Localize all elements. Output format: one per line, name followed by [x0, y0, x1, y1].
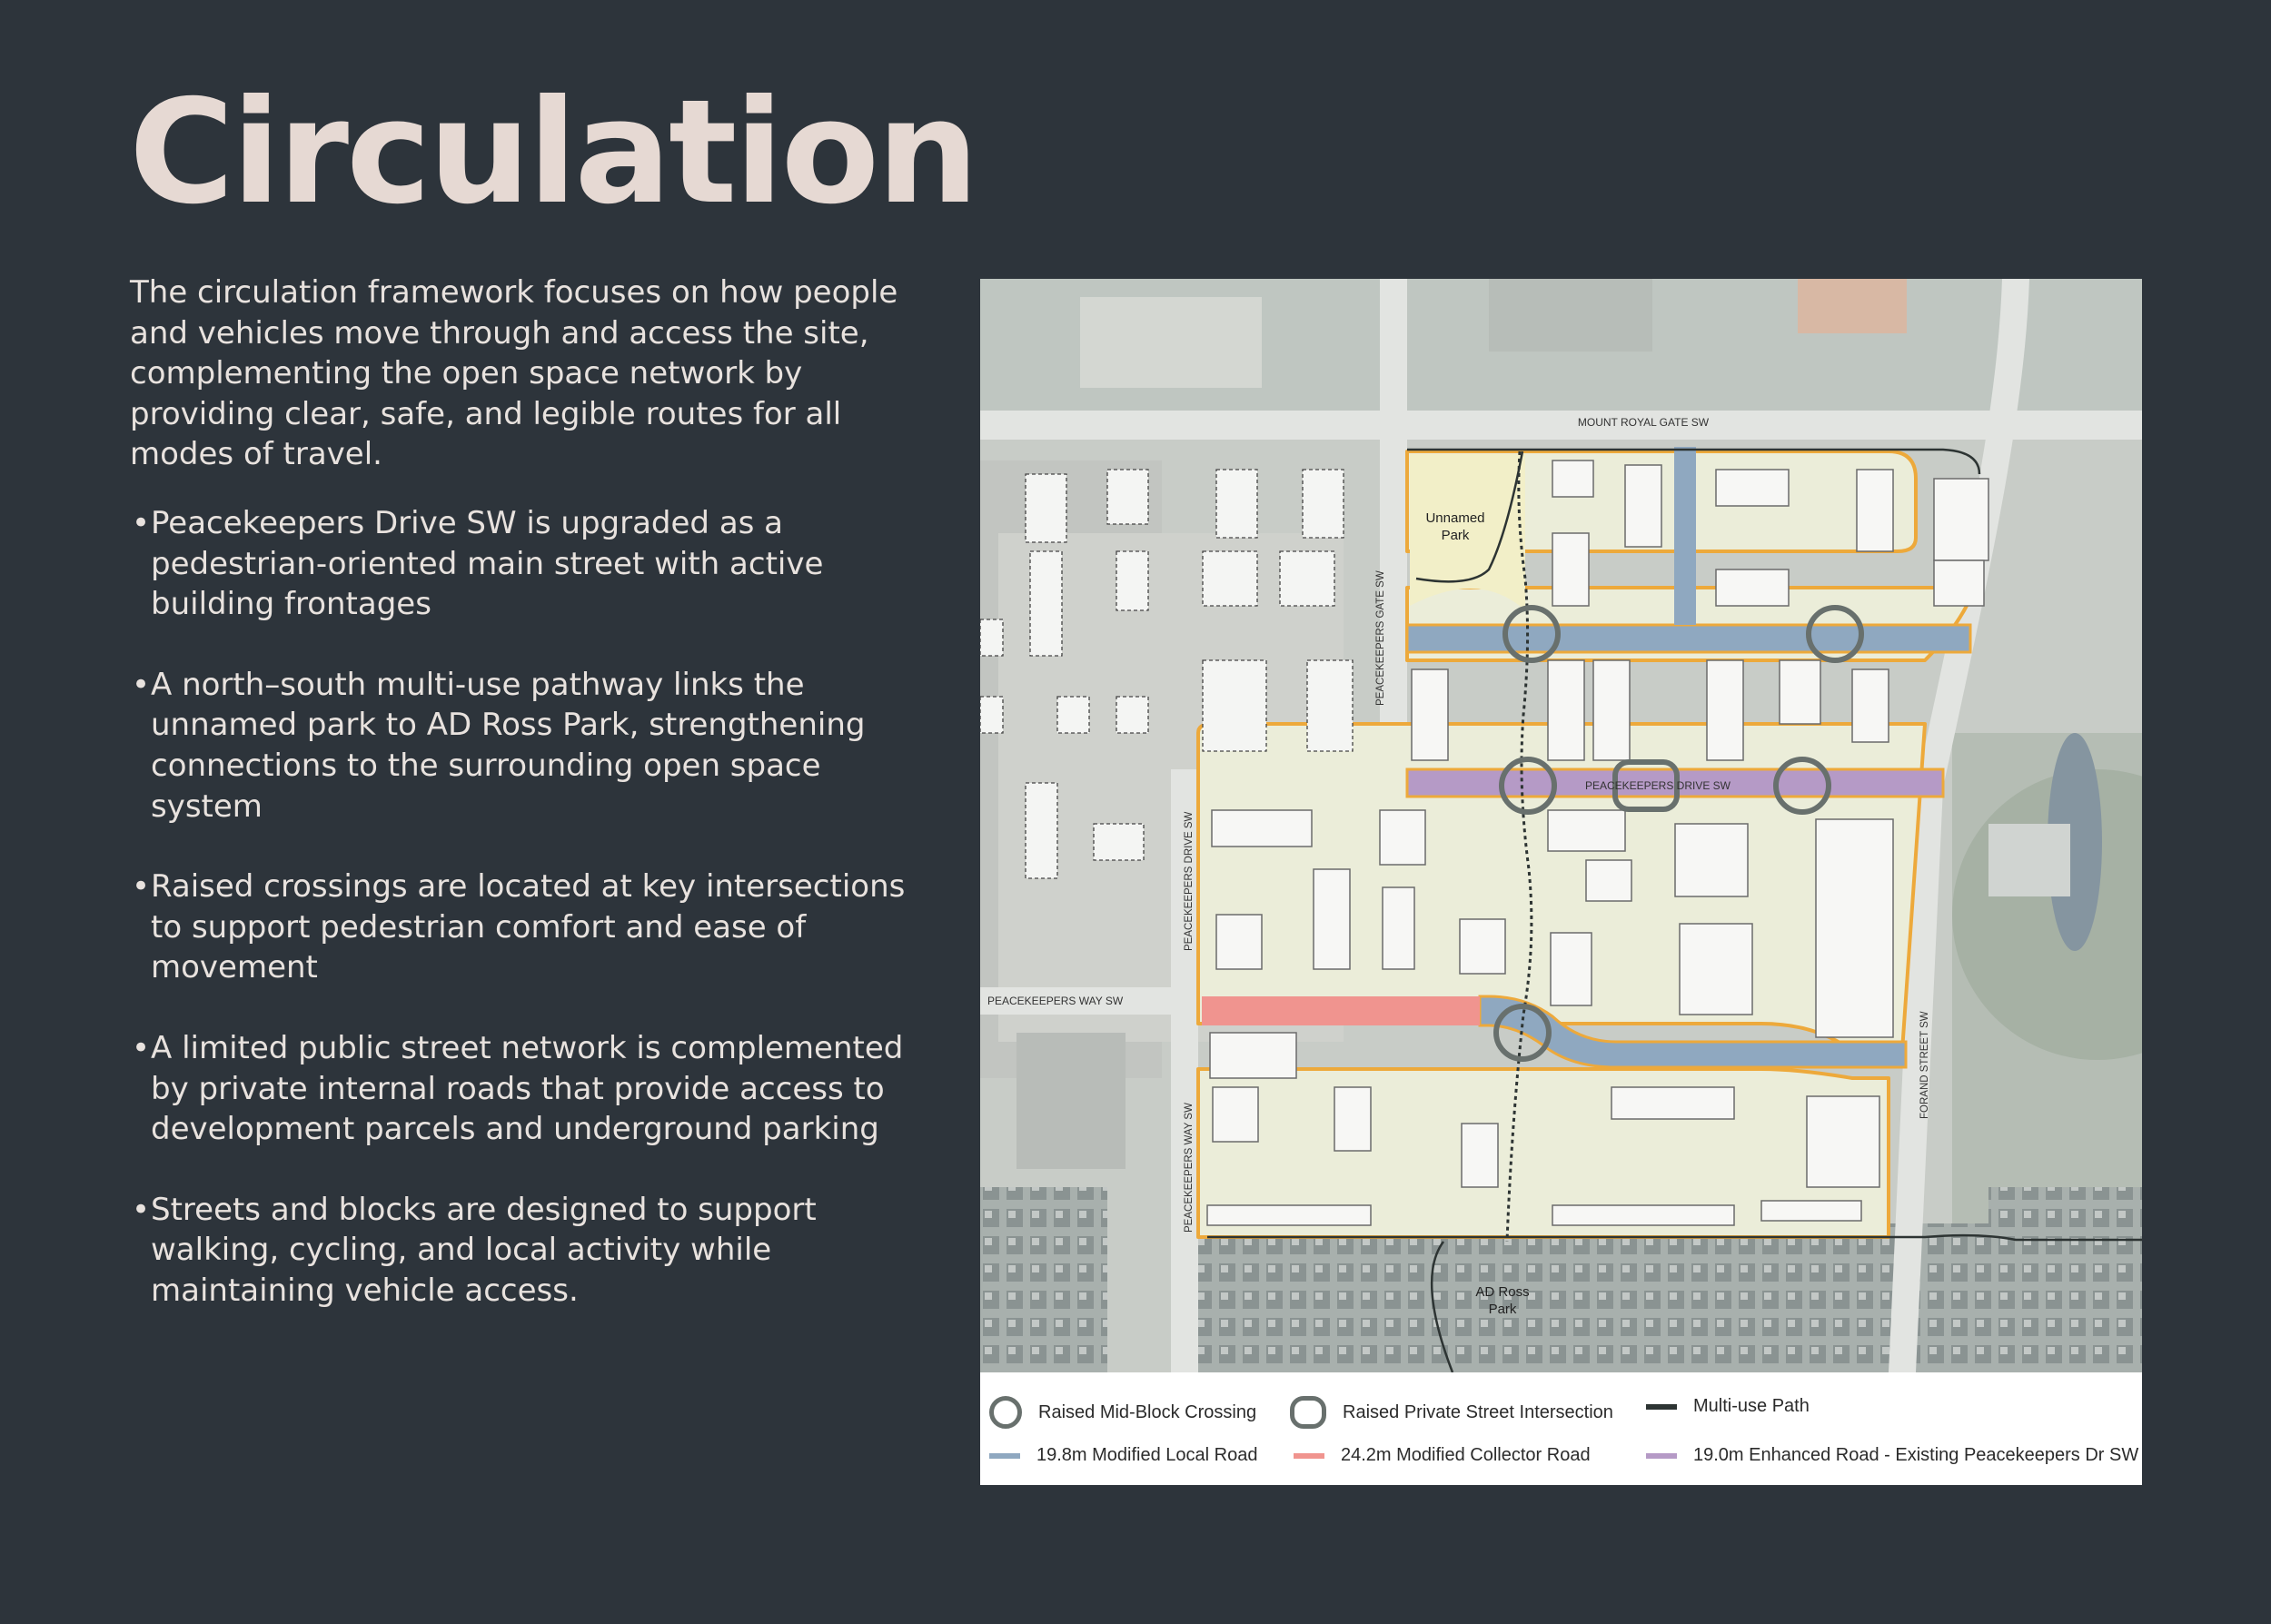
bullet-text: Streets and blocks are designed to support walking, cycling, and local activity while maintaining vehicle access. — [151, 1191, 817, 1309]
building — [1807, 1096, 1879, 1187]
path-line-icon — [1646, 1404, 1677, 1410]
local-road-northern-east-west — [1407, 625, 1970, 652]
local-road-line-icon — [989, 1453, 1020, 1459]
bullet-item — [130, 866, 911, 988]
building — [1552, 460, 1593, 497]
bullet-item — [130, 503, 911, 625]
building — [1593, 660, 1630, 760]
building — [1716, 569, 1789, 606]
building — [1761, 1201, 1861, 1221]
building — [1412, 669, 1448, 760]
aerial-residential-south — [1189, 1223, 1988, 1372]
local-road-north-south — [1674, 447, 1696, 625]
building — [1716, 470, 1789, 506]
bullet-marker: • — [132, 868, 151, 906]
legend-item-private-street-intersection — [1290, 1396, 1613, 1429]
legend-item-enhanced-road — [1646, 1445, 2138, 1466]
building — [1612, 1087, 1734, 1119]
building — [1857, 470, 1893, 551]
street-label-mount-royal-gate: MOUNT ROYAL GATE SW — [1577, 416, 1710, 429]
street-label-peacekeepers-drive-east: PEACEKEEPERS DRIVE SW — [1584, 779, 1731, 792]
park-label-unnamed-2: Park — [1441, 528, 1470, 543]
street-label-peacekeepers-drive-west: PEACEKEEPERS DRIVE SW — [1184, 811, 1195, 951]
park-label-unnamed: Unnamed — [1425, 510, 1485, 526]
aerial-east-lot — [1988, 824, 2070, 896]
building — [1675, 824, 1748, 896]
building — [1552, 1205, 1734, 1225]
building — [1030, 551, 1062, 656]
aerial-residential-se — [1988, 1187, 2142, 1372]
building — [1548, 810, 1625, 851]
building — [1026, 474, 1066, 542]
park-label-ad-ross-2: Park — [1488, 1302, 1517, 1317]
aerial-building-sw — [1016, 1033, 1126, 1169]
building — [980, 697, 1003, 733]
bullet-marker: • — [132, 1029, 151, 1066]
building — [1552, 533, 1589, 606]
legend-label: Raised Mid-Block Crossing — [1038, 1401, 1257, 1422]
street-label-peacekeepers-gate: PEACEKEEPERS GATE SW — [1375, 570, 1386, 706]
building — [1780, 660, 1820, 724]
street-label-peacekeepers-way-horizontal: PEACEKEEPERS WAY SW — [987, 995, 1124, 1007]
building — [1303, 470, 1344, 538]
page-title: Circulation — [129, 69, 977, 236]
building — [1116, 697, 1148, 733]
bullet-item — [130, 1028, 911, 1150]
bullet-item — [130, 1190, 911, 1312]
building — [1548, 660, 1584, 760]
map-legend — [980, 1372, 2142, 1485]
legend-label: 19.0m Enhanced Road - Existing Peacekeepers Dr SW — [1693, 1445, 2139, 1465]
collector-road-peacekeepers-way — [1202, 996, 1480, 1025]
building — [1380, 810, 1425, 865]
building — [1213, 1087, 1258, 1142]
building — [1934, 560, 1984, 606]
building — [1203, 660, 1266, 751]
legend-label: 24.2m Modified Collector Road — [1341, 1445, 1591, 1465]
bullet-marker: • — [132, 666, 151, 703]
bullet-text: Raised crossings are located at key intersections to support pedestrian comfort and ease of movement — [151, 868, 906, 986]
bullet-text: A north–south multi-use pathway links the unnamed park to AD Ross Park, strengthening connections to the surrounding open space system — [151, 666, 866, 825]
building — [1625, 465, 1661, 547]
building — [1334, 1087, 1371, 1151]
building — [1934, 479, 1988, 560]
building — [1307, 660, 1353, 751]
building — [1107, 470, 1148, 524]
legend-item-multi-use-path — [1646, 1396, 1810, 1417]
building — [1216, 915, 1262, 969]
building — [1203, 551, 1257, 606]
collector-road-line-icon — [1294, 1453, 1324, 1459]
building — [1460, 919, 1505, 974]
building — [1057, 697, 1089, 733]
aerial-sports-field — [1798, 279, 1907, 333]
building — [1026, 783, 1057, 878]
building — [1280, 551, 1334, 606]
bullet-text: A limited public street network is complemented by private internal roads that provide access to development parcels and underground parking — [151, 1029, 904, 1148]
bullet-list — [130, 503, 911, 1352]
building — [1212, 810, 1312, 847]
building — [1094, 824, 1144, 860]
bullet-text: Peacekeepers Drive SW is upgraded as a pedestrian-oriented main street with active building frontages — [151, 505, 824, 623]
legend-label: 19.8m Modified Local Road — [1036, 1445, 1258, 1465]
rounded-ring-icon — [1290, 1396, 1326, 1429]
aerial-north-block-2 — [1489, 279, 1652, 352]
building — [1816, 819, 1893, 1037]
building — [1216, 470, 1257, 538]
building — [980, 619, 1003, 656]
bullet-marker: • — [132, 1191, 151, 1228]
building — [1551, 933, 1592, 1005]
building — [1314, 869, 1350, 969]
legend-label: Multi-use Path — [1693, 1396, 1810, 1416]
building — [1207, 1205, 1371, 1225]
building — [1586, 860, 1631, 901]
ring-icon — [989, 1396, 1022, 1429]
legend-item-local-road — [989, 1445, 1257, 1466]
road-mount-royal-gate — [980, 411, 2142, 440]
building — [1680, 924, 1752, 1015]
building — [1852, 669, 1889, 742]
building — [1383, 887, 1414, 969]
bullet-marker: • — [132, 505, 151, 541]
building — [1707, 660, 1743, 760]
site-plan-map — [980, 279, 2142, 1372]
intro-paragraph: The circulation framework focuses on how people and vehicles move through and access the site, complementing the open space network by providing clear, safe, and legible routes for all modes of travel. — [130, 274, 898, 473]
street-label-forand-street: FORAND STREET SW — [1919, 1011, 1930, 1119]
legend-item-mid-block-crossing — [989, 1396, 1256, 1429]
building — [1462, 1124, 1498, 1187]
building — [1210, 1033, 1296, 1078]
legend-item-collector-road — [1294, 1445, 1591, 1466]
enhanced-road-line-icon — [1646, 1453, 1677, 1459]
circulation-map-panel — [980, 279, 2142, 1485]
legend-label: Raised Private Street Intersection — [1343, 1401, 1613, 1422]
park-label-ad-ross: AD Ross — [1475, 1284, 1530, 1300]
street-label-peacekeepers-way-vertical: PEACEKEEPERS WAY SW — [1184, 1103, 1195, 1233]
bullet-item — [130, 665, 911, 827]
aerial-parking-lot — [1080, 297, 1262, 388]
aerial-residential-sw — [980, 1187, 1107, 1372]
building — [1116, 551, 1148, 610]
